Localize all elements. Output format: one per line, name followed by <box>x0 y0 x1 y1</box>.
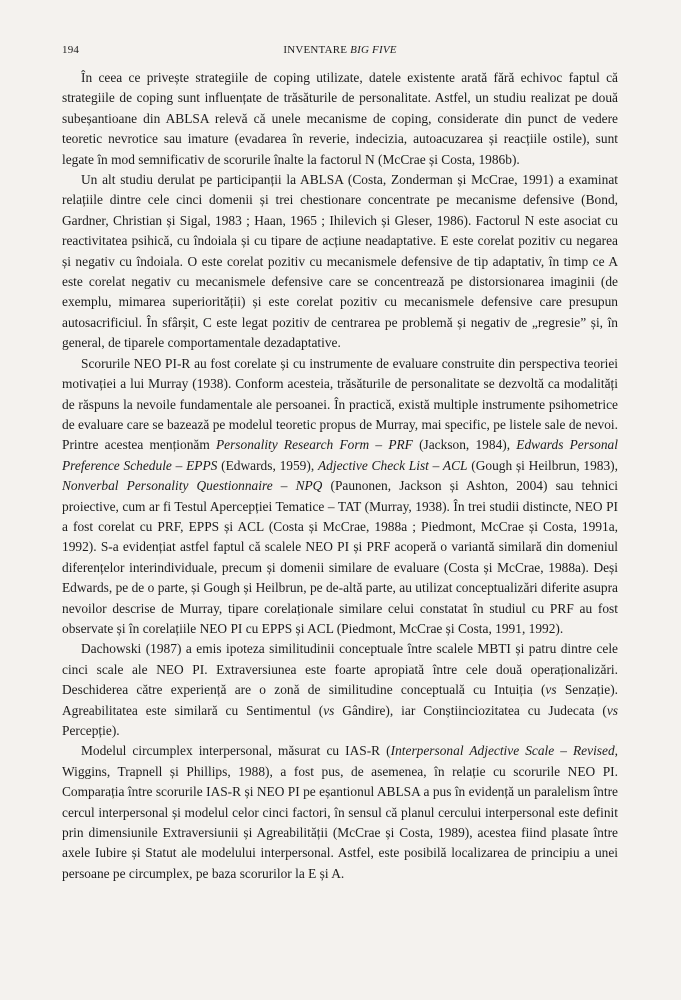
paragraph <box>62 68 618 170</box>
text-run: Scorurile NEO PI-R au fost corelate și cu instrumente de evaluare construite din perspectiva teoriei motivației a lui Murray (1938). Conform acesteia, trăsăturile de personalitate se dezvoltă ca modalități de răspuns la nevoile fundamentale ale persoanei. În practică, există multiple instrumente psihometrice de evaluare care se bazează pe modelul teoretic propus de Murray, mai specific, pe listele sale de nevoi. Printre acestea menționăm <box>62 355 618 453</box>
paragraph <box>62 170 618 354</box>
body-text <box>62 68 618 884</box>
italic-text: Nonverbal Personality Questionnaire – NPQ <box>62 478 323 494</box>
text-run: (Jackson, 1984), <box>412 437 517 453</box>
running-head-main: INVENTARE <box>283 44 351 56</box>
page-header <box>62 44 618 60</box>
italic-text: Interpersonal Adjective Scale – Revised <box>390 743 615 759</box>
paragraph <box>62 354 618 640</box>
running-head <box>62 44 618 56</box>
paragraph <box>62 741 618 884</box>
text-run: Modelul circumplex interpersonal, măsurat cu IAS-R ( <box>81 743 391 759</box>
italic-text: Personality Research Form – PRF <box>215 437 413 453</box>
text-run: Gândire), iar Conștiinciozitatea cu Judecata ( <box>334 702 607 718</box>
italic-text: vs <box>606 702 618 718</box>
text-run: Senzație). Agreabilitatea este similară cu Sentimentul ( <box>62 682 618 718</box>
text-run: În ceea ce privește strategiile de coping utilizate, datele existente arată fără echivoc faptul că strategiile de coping sunt influențate de trăsăturile de personalitate. Astfel, un studiu realizat pe două subeșantioane din ABLSA relevă că unele mecanisme de coping, considerate din punct de vedere teoretic nevrotice sau imature (evadarea în reverie, indecizia, autoacuzarea și reacțiile ostile), sunt legate în mod semnificativ de scorurile înalte la factorul N (McCrae și Costa, 1986b). <box>62 70 618 167</box>
italic-text: Edwards Personal Preference Schedule – EPPS <box>62 437 618 473</box>
text-run: (Edwards, 1959), <box>217 457 318 473</box>
page-number: 194 <box>62 44 80 56</box>
text-run: (Gough și Heilbrun, 1983), <box>467 457 618 473</box>
italic-text: vs <box>545 682 557 698</box>
text-run: Percepție). <box>62 723 120 738</box>
running-head-italic: BIG FIVE <box>350 44 397 56</box>
text-run: Dachowski (1987) a emis ipoteza similitudinii conceptuale între scalele MBTI și patru dintre cele cinci scale ale NEO PI. Extraversiunea este foarte apropiată între cele două operaționalizări. Deschiderea către experiență are o zonă de similitudine conceptuală cu Intuiția ( <box>62 641 618 698</box>
text-run: , Wiggins, Trapnell și Phillips, 1988), a fost pus, de asemenea, în relație cu scorurile NEO PI. Comparația între scorurile IAS-R și NEO PI pe eșantionul ABLSA a pus în evidență un paralelism între cercul interpersonal și modelul celor cinci factori, în sensul că planul cercului interpersonal este definit prin dimensiunile Extraversiunii și Agreabilității (McCrae și Costa, 1989), acestea fiind plasate între axele Iubire și Statut ale modelului interpersonal. Astfel, este posibilă localizarea de principiu a unei persoane pe circumplex, pe baza scorurilor la E și A. <box>62 743 619 881</box>
text-run: Un alt studiu derulat pe participanții la ABLSA (Costa, Zonderman și McCrae, 1991) a examinat relațiile dintre cele cinci domenii și trei chestionare concentrate pe mecanisme defensive (Bond, Gardner, Christian și Sigal, 1983 ; Haan, 1965 ; Ihilevich și Gleser, 1986). Factorul N este asociat cu reactivitatea psihică, cu îndoiala și cu tipare de acțiune neadaptative. E este corelat pozitiv cu negarea și negativ cu îndoiala. O este corelat pozitiv cu mecanismele defensive de tip adaptativ, în timp ce A este corelat negativ cu mecanismele defensive care se concentrează pe distorsionarea imaginii (de exemplu, mimarea superiorității) și este corelat pozitiv cu mecanismele defensive care presupun autosacrificiul. În sfârșit, C este legat pozitiv de centrarea pe problemă și negativ de „regresie” și, în general, de tiparele comportamentale dezadaptative. <box>62 172 618 351</box>
text-run: (Paunonen, Jackson și Ashton, 2004) sau tehnici proiective, cum ar fi Testul Apercepției Tematice – TAT (Murray, 1938). În trei studii distincte, NEO PI a fost corelat cu PRF, EPPS și ACL (Costa și McCrae, 1988a ; Piedmont, McCrae și Costa, 1991a, 1992). S-a evidențiat astfel faptul că scalele NEO PI și PRF acoperă o variantă similară din domeniul diferențelor interindividuale, precum și domenii similare de evaluare (Costa și McCrae, 1988a). Deși Edwards, pe de o parte, și Gough și Heilbrun, pe de-altă parte, au utilizat conceptualizări diferite asupra nevoilor descrise de Murray, tipare corelaționale similare celui constatat în studiul cu PRF au fost observate și în corelațiile NEO PI cu EPPS și ACL (Piedmont, McCrae și Costa, 1991, 1992). <box>62 478 618 636</box>
paragraph <box>62 639 618 741</box>
italic-text: Adjective Check List – ACL <box>317 457 468 473</box>
italic-text: vs <box>323 702 335 718</box>
